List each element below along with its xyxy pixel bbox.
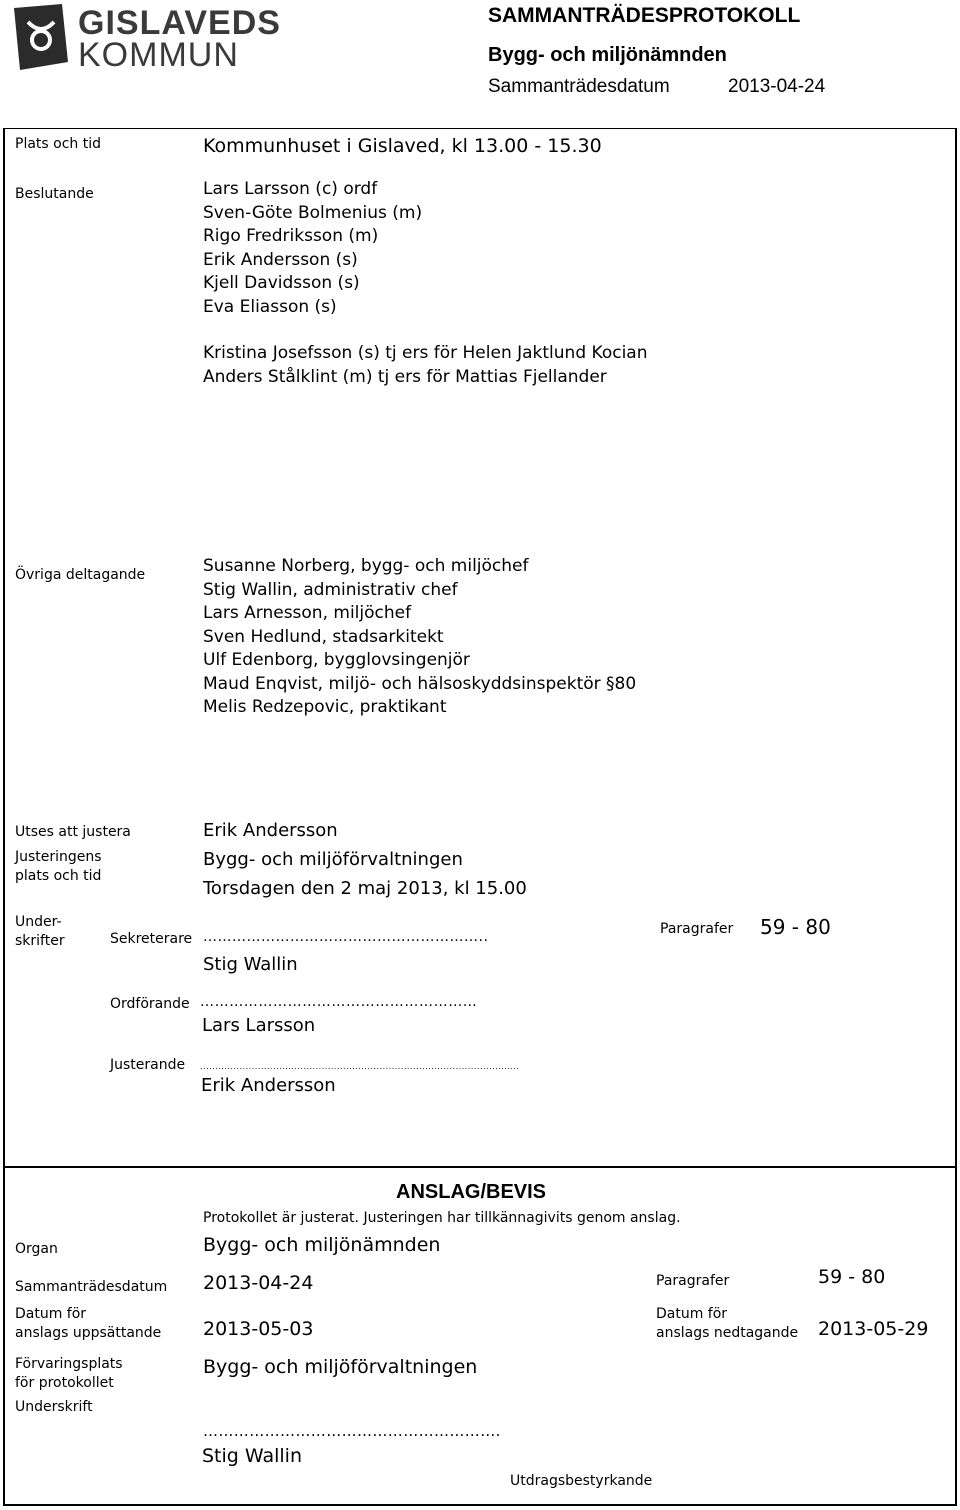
anslag-paragraphs-label: Paragrafer [656,1273,730,1289]
decision-member: Rigo Fredriksson (m) [203,226,379,246]
substitute-members [203,342,648,389]
meeting-date-label: Sammanträdesdatum [488,76,670,97]
chair-name: Lars Larsson [202,1015,316,1036]
anslag-note: Protokollet är justerat. Justeringen har tillkännagivits genom anslag. [203,1210,681,1226]
decision-member: Lars Larsson (c) ordf [203,179,378,199]
adjust-time: Torsdagen den 2 maj 2013, kl 15.00 [203,878,527,899]
decision-member: Erik Andersson (s) [203,249,358,270]
organ-label: Organ [15,1241,58,1257]
anslag-paragraphs-value: 59 - 80 [818,1266,886,1288]
secretary-name: Stig Wallin [203,954,298,975]
adjuster-label: Utses att justera [15,824,131,840]
other-participant: Melis Redzepovic, praktikant [203,697,447,717]
logo-line-2: KOMMUN [78,36,239,74]
substitute-member: Anders Stålklint (m) tj ers för Mattias Fjellander [203,366,607,387]
removed-value: 2013-05-29 [818,1318,929,1340]
removed-label-2: anslags nedtagande [656,1325,799,1341]
paragraphs-value: 59 - 80 [760,915,831,939]
secretary-signature-line: ………………………………………………….. [203,929,489,945]
other-participant: Sven Hedlund, stadsarkitekt [203,626,444,647]
decision-members [203,178,422,319]
logo-line-1: GISLAVEDS [78,4,281,42]
substitute-member: Kristina Josefsson (s) tj ers för Helen Jaktlund Kocian [203,343,648,363]
other-participant: Stig Wallin, administrativ chef [203,579,458,600]
chair-label: Ordförande [110,996,190,1012]
adjust-place-label-1: Justeringens [15,849,102,865]
adjust-place-label-2: plats och tid [15,868,102,884]
paragraphs-label: Paragrafer [660,921,734,937]
signatures-label-1: Under- [15,914,62,930]
storage-label-2: för protokollet [15,1375,114,1391]
anslag-signer-name: Stig Wallin [202,1445,302,1467]
organ-value: Bygg- och miljönämnden [203,1234,441,1256]
signing-adjuster-name: Erik Andersson [201,1075,336,1096]
meeting-date: 2013-04-24 [728,76,826,97]
adjuster-value: Erik Andersson [203,820,338,841]
other-participant: Maud Enqvist, miljö- och hälsoskyddsinspektör §80 [203,673,637,694]
document-title: SAMMANTRÄDESPROTOKOLL [488,4,801,27]
adjust-place: Bygg- och miljöförvaltningen [203,849,463,870]
anslag-signature-line: …………………………………………………. [203,1422,501,1440]
storage-label-1: Förvaringsplats [15,1356,123,1372]
place-value: Kommunhuset i Gislaved, kl 13.00 - 15.30 [203,135,602,157]
signatures-label-2: skrifter [15,933,65,949]
decision-member: Sven-Göte Bolmenius (m) [203,202,423,223]
decision-member: Eva Eliasson (s) [203,296,337,317]
anslag-date-value: 2013-04-24 [203,1272,314,1294]
anslag-date-label: Sammanträdesdatum [15,1279,168,1295]
other-participant: Lars Arnesson, miljöchef [203,603,412,623]
secretary-label: Sekreterare [110,931,193,947]
place-label: Plats och tid [15,136,101,152]
posted-value: 2013-05-03 [203,1318,314,1340]
certified-label: Utdragsbestyrkande [510,1473,653,1489]
storage-value: Bygg- och miljöförvaltningen [203,1356,478,1378]
adjuster-signature-line: ......................................................................................................... [200,1062,520,1071]
removed-label-1: Datum för [656,1306,728,1322]
decision-label: Beslutande [15,186,94,202]
decision-member: Kjell Davidsson (s) [203,273,360,293]
posted-label-2: anslags uppsättande [15,1325,162,1341]
signature-label: Underskrift [15,1399,93,1415]
chair-signature-line: ………………………………………………… [200,994,478,1010]
other-participant: Ulf Edenborg, bygglovsingenjör [203,650,470,670]
other-participants [203,555,636,720]
logo-emblem-icon [10,2,72,72]
other-participant: Susanne Norberg, bygg- och miljöchef [203,556,529,576]
municipality-logo [10,2,281,74]
signing-adjuster-label: Justerande [110,1057,186,1073]
others-label: Övriga deltagande [15,567,146,583]
posted-label-1: Datum för [15,1306,87,1322]
board-name: Bygg- och miljönämnden [488,44,727,66]
anslag-title: ANSLAG/BEVIS [396,1181,547,1203]
